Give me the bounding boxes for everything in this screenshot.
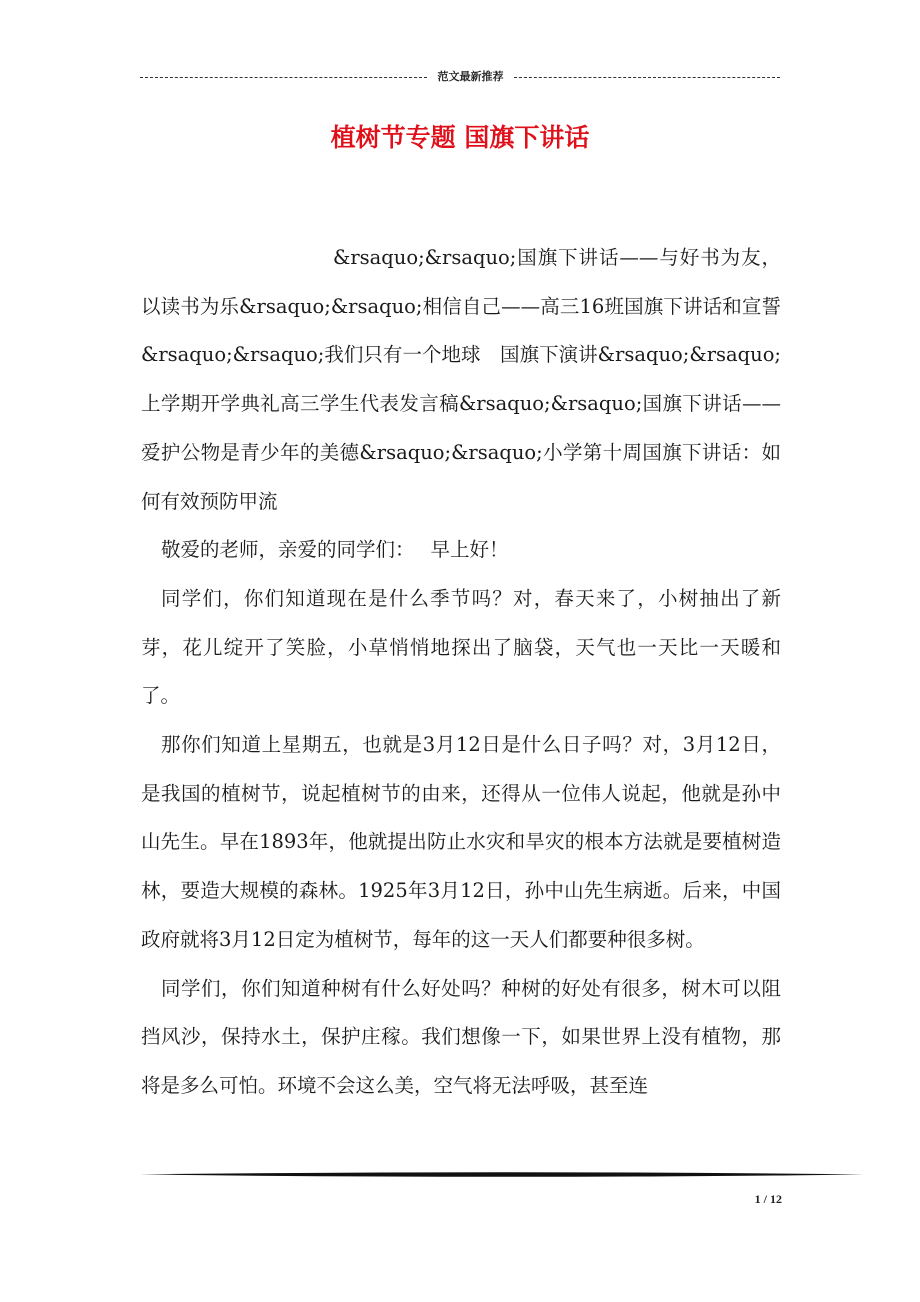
page-header [140,68,780,86]
document-body [141,234,781,1111]
header-dashed-rule-left [140,77,427,78]
document-title: 植树节专题 国旗下讲话 [330,123,590,152]
footer-rule [140,1172,864,1177]
header-dashed-rule-right [514,77,780,78]
body-paragraph-1: 同学们，你们知道现在是什么季节吗？对，春天来了，小树抽出了新芽，花儿绽开了笑脸，小草悄悄地探出了脑袋，天气也一天比一天暖和了。 [141,586,781,708]
body-paragraph-2: 那你们知道上星期五，也就是3月12日是什么日子吗？对，3月12日，是我国的植树节，说起植树节的由来，还得从一位伟人说起，他就是孙中山先生。早在1893年，他就提出防止水灾和旱灾的根本方法就是要植树造林，要造大规模的森林。1925年3月12日，孙中山先生病逝。后来，中国政府就将3月12日定为植树节，每年的这一天人们都要种很多树。 [141,733,781,951]
body-paragraph-3: 同学们，你们知道种树有什么好处吗？种树的好处有很多，树木可以阻挡风沙，保持水土，保护庄稼。我们想像一下，如果世界上没有植物，那将是多么可怕。环境不会这么美，空气将无法呼吸，甚至连 [141,976,781,1097]
greeting-paragraph: 敬爱的老师，亲爱的同学们： 早上好！ [161,538,509,562]
page-number: 1 / 12 [754,1192,782,1206]
header-label: 范文最新推荐 [437,70,504,83]
related-links-paragraph: &rsaquo;&rsaquo;国旗下讲话——与好书为友，以读书为乐&rsaquo;&rsaquo;相信自己——高三16班国旗下讲话和宣誓&rsaquo;&rsaquo;我们只有一个地球 国旗下演讲&rsaquo;&rsaquo;上学期开学典礼高三学生代表发言稿&rsaquo;&rsaquo;国旗下讲话——爱护公物是青少年的美德&rsaquo;&rsaquo;小学第十周国旗下讲话：如何有效预防甲流 [141,246,781,513]
